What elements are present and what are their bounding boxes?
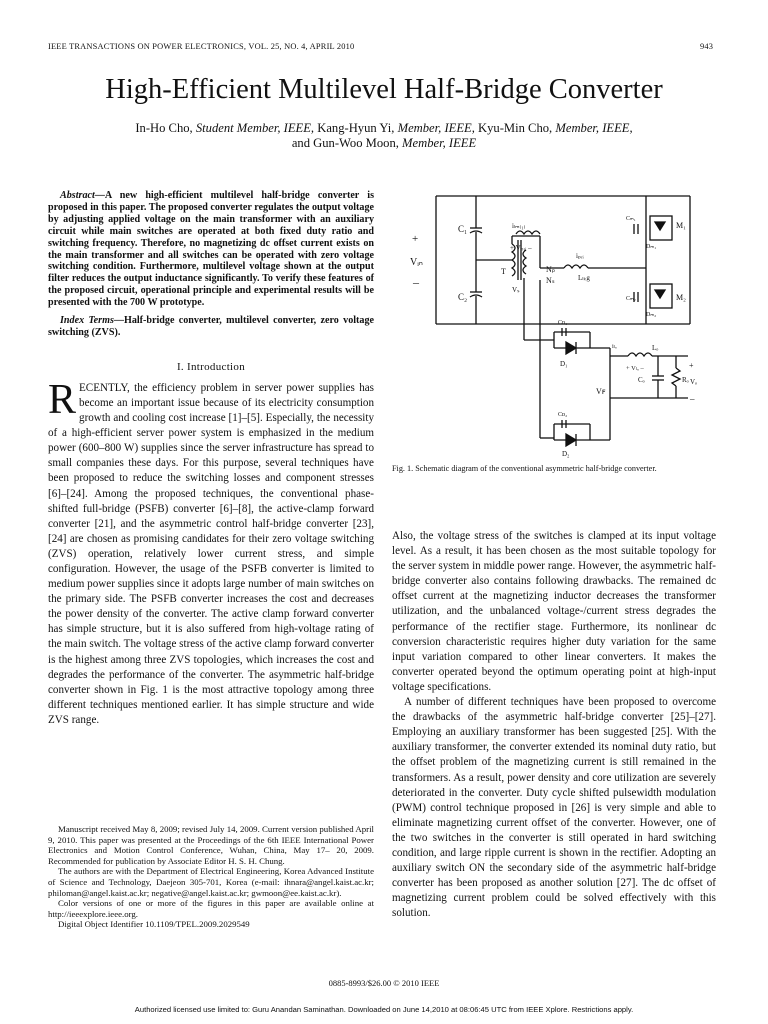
ro-label: Rₒ [682, 376, 689, 384]
output-inductor [628, 353, 652, 356]
vin-label: Vᵢₙ [410, 257, 423, 268]
intro-text: ECENTLY, the efficiency problem in server power supplies has become an important issue because of its electricity consumption growth and cooling cost increase [1]–[5]. Especially, the necessity of a high-efficient server power system is emphasized in the medium power (600–800 W) supplies since the server infrastructure has spread to small companies these days. For this purpose, several techniques have been proposed to reduce the switching losses and component stresses [6]–[24]. Among the proposed techniques, the conventional phase-shifted full-bridge (PSFB) converter [6]–[8], the active-clamp forward converter [21], and the asymmetric control half-bridge converter [23], [24] are chosen as promising candidates for their zero voltage switching (ZVS) operation, relatively lower current stress, and simple configuration. However, the usage of the PSFB converter is limited to medium power supplies since it adopts large number of main switches on the primary side. The PSFB converter increases the cost and decreases the power density of the converter. The active clamp forward converter has simple structure, but it is also suffered from high-voltage rating of the main switch. The voltage stress of the active clamp forward converter is the highest among three ZVS topologies, which increases the cost and degrades the performance of the converter. The asymmetric half-bridge converter shown in Fig. 1 is the most attractive topology among three different techniques mentioned earlier. It has simple structure and wide ZVS range. [48, 381, 374, 726]
vin-plus: + [412, 233, 419, 245]
cd2-label: Cᴅ₂ [558, 412, 568, 418]
c1-label: C₁ [458, 224, 468, 234]
c2-label: C₂ [458, 292, 468, 302]
author-role: Member, IEEE [402, 136, 477, 150]
author-role: Student Member, IEEE, [195, 121, 315, 135]
ns-label: Nₛ [546, 276, 555, 285]
d2-diode [566, 434, 576, 446]
figure-1-caption: Fig. 1. Schematic diagram of the conventional asymmetric half-bridge converter. [392, 464, 657, 473]
copyright-line: 0885-8993/$26.00 © 2010 IEEE [328, 978, 440, 988]
section-heading: I. Introduction [176, 360, 246, 373]
dm1-diode [655, 222, 665, 230]
t-label: T [501, 267, 506, 276]
journal-header: IEEE TRANSACTIONS ON POWER ELECTRONICS, VOL. 25, NO. 4, APRIL 2010 [48, 42, 355, 51]
m2-label: M₂ [676, 293, 686, 302]
right-column [392, 529, 716, 921]
vo-label: Vₒ [690, 378, 698, 386]
footnote-doi: Digital Object Identifier 10.1109/TPEL.2009.2029549 [58, 919, 250, 930]
footnotes [48, 824, 374, 930]
m1-label: M₁ [676, 221, 686, 230]
left-column [48, 190, 374, 728]
vo-minus: – [690, 394, 695, 404]
abstract [48, 190, 374, 309]
cm1-label: Cₘ₁ [626, 216, 636, 222]
secondary-winding [523, 250, 526, 274]
paper-title: High-Efficient Multilevel Half-Bridge Converter [105, 74, 663, 105]
vpri-label: + Vₚᵣᵢ – [510, 244, 532, 252]
index-terms-text: —Half-bridge converter, multilevel converter, zero voltage switching (ZVS). [48, 315, 374, 338]
author-line-1 [0, 120, 768, 136]
abstract-lead: Abstract [60, 190, 95, 201]
figure-1-schematic [400, 188, 718, 460]
vin-minus: – [413, 275, 419, 289]
dm2-label: Dₘ₂ [646, 312, 657, 318]
cm2-label: Cₘ₂ [626, 296, 636, 302]
footnote-color: Color versions of one or more of the figures in this paper are available online at http://ieeexplore.ieee.org. [48, 898, 374, 919]
index-terms-lead: Index Terms [60, 315, 114, 327]
ipri-label: iₚᵣᵢ [576, 252, 584, 260]
intro-paragraph [48, 376, 374, 728]
right-paragraph-2: A number of different techniques have been proposed to overcome the drawbacks of the asymmetric half-bridge converter [25]–[27]. Employing an auxiliary transformer has been suggested [25]. With the auxiliary transformer, the converter extended its nominal duty ratio, but the offset problem of the magnetizing current is still remained in the transformers. As a result, power density and core utilization are severely deteriorated in the converter. Duty cycle shifted pulsewidth modulation (PWM) control technique proposed in [26] is very simple and able to eliminate magnetizing current offset of the converter. However, one of the two switches in the converter is still operated in hard switching condition, and large ripple current is shown in the rectifier. Adopting an auxiliary switch ON the secondary side of the asymmetric half-bridge converter has been proposed as another solution [27]. The dc offset of magnetizing current problem could be solved effectively with this solution. [392, 696, 716, 920]
right-paragraph-1: Also, the voltage stress of the switches is clamped at its input voltage level. As a result, it has been chosen as the most suitable topology for the server system in middle power range. However, the asymmetric half-bridge converter also contains following drawbacks. The remained dc offset current at the magnetizing inductor decreases the transformer utilization, and the unbalanced voltage-/current stress degrades the performance of the rectifier stage. Furthermore, its nonlinear dc conversion characteristic requires higher duty variation for the same input variation compared to other linear converters. It makes the converter operated beyond the optimum operating point at high-input voltage specifications. [392, 530, 716, 693]
ilo-label: iₗₒ [612, 343, 617, 350]
drop-cap: R [48, 376, 77, 423]
dm2-diode [655, 290, 665, 298]
index-terms [48, 315, 374, 339]
ilm-label: iₗₘ₍₁₎ [512, 222, 526, 230]
vs-label: Vₛ [512, 286, 520, 294]
author-name: and Gun-Woo Moon, [291, 136, 399, 150]
co-label: Cₒ [638, 376, 645, 384]
vo-plus: + [689, 361, 694, 370]
d1-label: D₁ [560, 360, 568, 368]
author-role: Member, IEEE, [555, 121, 633, 135]
footnote-affiliation: The authors are with the Department of Electrical Engineering, Korea Advanced Institute of Science and Technology, Daejeon 305-701, Korea (e-mail: ihnara@angel.kaist.ac.kr; philoman@angel.kaist.ac.kr; negative@angel.kaist.ac.kr; gwmoon@ee.kaist.ac.kr). [48, 866, 374, 898]
magnetizing-inductor [516, 231, 540, 234]
vf-label: Vꜰ [596, 387, 606, 396]
leakage-inductor [564, 265, 588, 268]
author-name: Kang-Hyun Yi, [317, 121, 395, 135]
d2-label: D₂ [562, 450, 570, 458]
lo-label: Lₒ [652, 344, 659, 352]
np-label: Nₚ [546, 265, 556, 274]
author-name: In-Ho Cho, [135, 121, 193, 135]
cd1-label: Cᴅ₁ [558, 320, 568, 326]
abstract-text: —A new high-efficient multilevel half-bridge converter is proposed in this paper. The proposed converter regulates the output voltage by adjusting applied voltage on the main transformer with an auxiliary circuit while main switches are operated at both fixed duty ratio and switching frequency. Therefore, no magnetizing dc offset current exists on the main transformer and all switches can be operated with zero voltage switching condition. Furthermore, multilevel voltage shown at the output filter reduces the output inductance significantly. To verify these features of the proposed circuit, operational principle and experimental results will be presented with the 700 W prototype. [48, 190, 374, 309]
dm1-label: Dₘ₁ [646, 244, 657, 250]
page-number: 943 [700, 42, 714, 51]
d1-diode [566, 342, 576, 354]
footnote-manuscript: Manuscript received May 8, 2009; revised July 14, 2009. Current version published April 9, 2010. This paper was presented at the Proceedings of the 6th IEEE International Power Electronics and Motion Control Conference, Wuhan, China, May 17– 20, 2009. Recommended for publication by Associate Editor H. S. H. Chung. [48, 824, 374, 866]
llkg-label: Lₗₖg [578, 274, 590, 282]
author-line-2 [0, 135, 768, 151]
ro-resistor [672, 368, 680, 386]
license-line: Authorized licensed use limited to: Guru Anandan Saminathan. Downloaded on June 14,2010 at 08:06:45 UTC from IEEE Xplore. Restrictions apply. [134, 1005, 634, 1014]
vlo-label: + Vₗₒ – [626, 365, 644, 372]
author-name: Kyu-Min Cho, [478, 121, 553, 135]
author-role: Member, IEEE, [397, 121, 475, 135]
